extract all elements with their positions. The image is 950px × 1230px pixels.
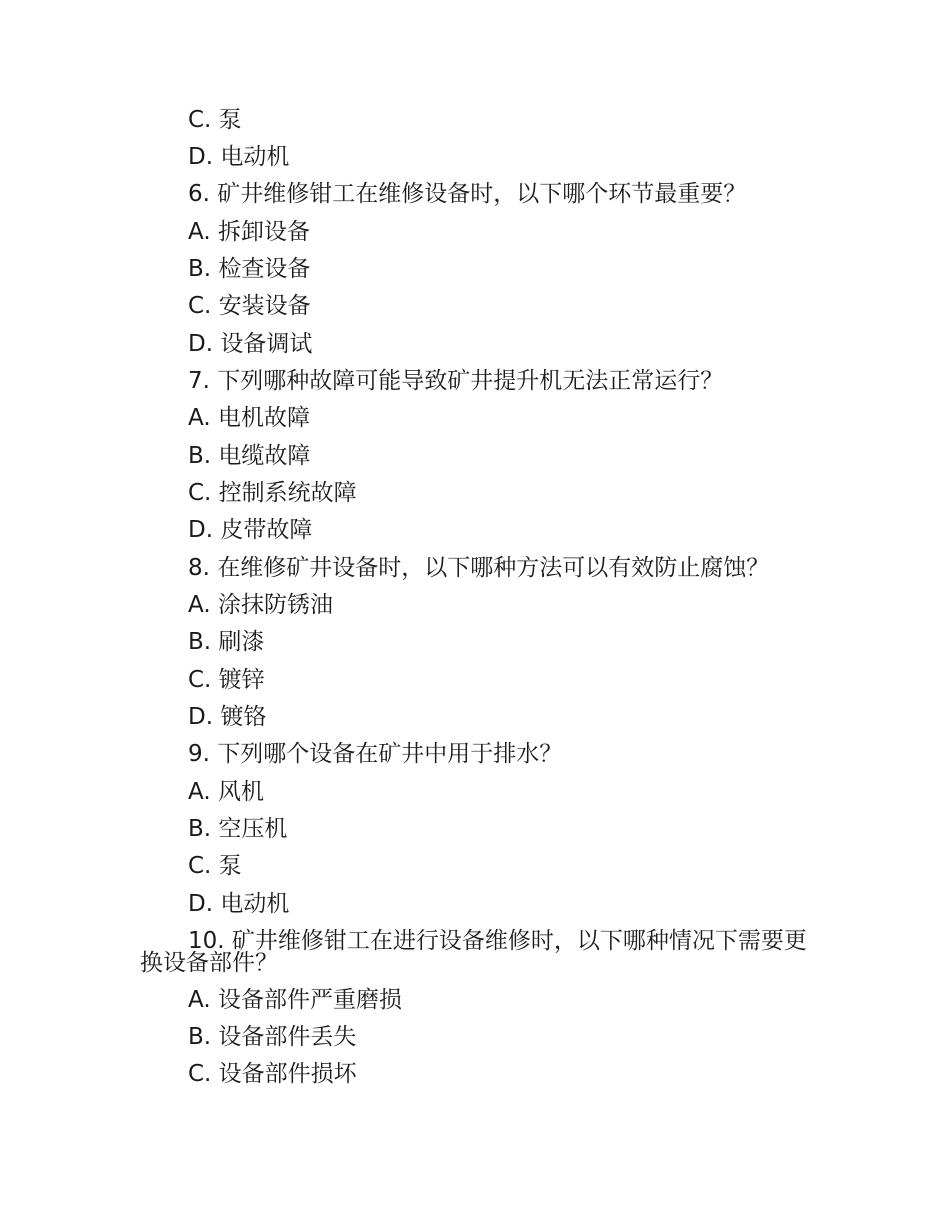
option-line: C. 泵 <box>188 853 242 879</box>
question-line: 6. 矿井维修钳工在维修设备时，以下哪个环节最重要？ <box>188 181 747 207</box>
option-line: D. 电动机 <box>188 891 290 917</box>
question-line: 9. 下列哪个设备在矿井中用于排水？ <box>188 741 563 767</box>
option-line: B. 设备部件丢失 <box>188 1024 357 1050</box>
option-line: A. 风机 <box>188 779 264 805</box>
option-line: C. 设备部件损坏 <box>188 1061 357 1087</box>
option-line: B. 刷漆 <box>188 629 265 655</box>
option-line: A. 涂抹防锈油 <box>188 592 333 618</box>
option-line: D. 电动机 <box>188 144 290 170</box>
option-line: C. 泵 <box>188 107 242 133</box>
question-line-wrapped: 10. 矿井维修钳工在进行设备维修时，以下哪种情况下需要更换设备部件？ <box>140 928 807 976</box>
option-line: C. 镀锌 <box>188 667 265 693</box>
question-line: 8. 在维修矿井设备时，以下哪种方法可以有效防止腐蚀？ <box>188 555 770 581</box>
option-line: B. 电缆故障 <box>188 443 311 469</box>
option-line: D. 设备调试 <box>188 331 313 357</box>
option-line: A. 设备部件严重磨损 <box>188 987 402 1013</box>
option-line: A. 拆卸设备 <box>188 219 310 245</box>
option-line: B. 空压机 <box>188 816 288 842</box>
option-line: A. 电机故障 <box>188 405 310 431</box>
option-line: C. 安装设备 <box>188 293 311 319</box>
option-line: D. 皮带故障 <box>188 517 313 543</box>
question-line: 7. 下列哪种故障可能导致矿井提升机无法正常运行？ <box>188 368 724 394</box>
option-line: D. 镀铬 <box>188 704 267 730</box>
option-line: C. 控制系统故障 <box>188 480 357 506</box>
option-line: B. 检查设备 <box>188 256 311 282</box>
